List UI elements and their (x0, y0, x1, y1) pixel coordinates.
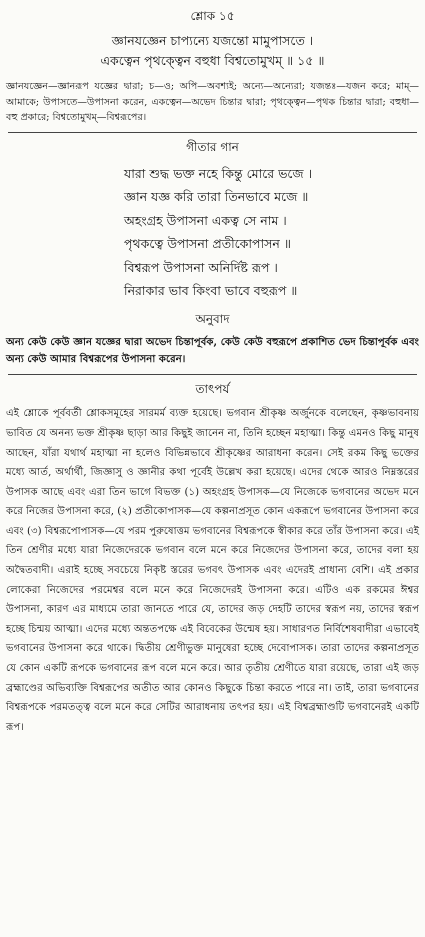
tatparya-heading: তাৎপর্য (195, 382, 230, 397)
word-meanings: জ্ঞানযজ্ঞেন—জ্ঞানরূপ যজ্ঞের দ্বারা; চ—ও; অপি—অবশ্যই; অন্যে—অন্যেরা; যজন্তঃ—যজন করে; মাম্‌—আমাকে; উপাসতে—উপাসনা করেন, একত্বেন—অভেদ চিন্তার দ্বারা; পৃথক্ত্বেন—পৃথক চিন্তার দ্বারা; বহুধা—বহু প্রকারে; বিশ্বতোমুখম্‌—বিশ্বরূপের। (6, 81, 419, 123)
anubad-heading: অনুবাদ (195, 311, 230, 326)
verse-line: একত্বেন পৃথক্ত্বেন বহুধা বিশ্বতোমুখম্‌ ॥ ১৫ ॥ (100, 53, 325, 68)
sanskrit-verse (6, 31, 419, 71)
song-line: জ্ঞান যজ্ঞ করি তারা তিনভাবে মজে ॥ (124, 189, 309, 204)
translation-text: অন্য কেউ কেউ জ্ঞান যজ্ঞের দ্বারা অভেদ চিন্তাপূর্বক, কেউ কেউ বহুরূপে প্রকাশিত ভেদ চিন্তাপূর্বক এবং অন্য কেউ আমার বিশ্বরূপের উপাসনা করেন। (6, 335, 419, 365)
gita-gaan-verses (6, 162, 419, 303)
shloka-heading: শ্লোক ১৫ (190, 9, 235, 23)
song-line: নিরাকার ভাব কিংবা ভাবে বহুরূপ ॥ (124, 283, 298, 298)
verse-line: জ্ঞানযজ্ঞেন চাপ্যন্যে যজন্তো মামুপাসতে । (111, 33, 314, 48)
divider (8, 374, 417, 375)
song-line: পৃথকত্বে উপাসনা প্রতীকোপাসন ॥ (124, 236, 291, 251)
song-line: অহংগ্রহ উপাসনা একত্ব সে নাম । (124, 212, 287, 228)
purport-text: এই শ্লোকে পূর্ববর্তী শ্লোকসমূহের সারমর্ম ব্যক্ত হয়েছে। ভগবান শ্রীকৃষ্ণ অর্জুনকে বলেছেন, কৃষ্ণভাবনায় ভাবিত যে অনন্য ভক্ত শ্রীকৃষ্ণ ছাড়া আর কিছুই জানেন না, তিনি হচ্ছেন মহাত্মা। কিন্তু এমনও কিছু মানুষ আছেন, যাঁরা যথার্থ মহাত্মা না হলেও বিভিন্নভাবে শ্রীকৃষ্ণের আরাধনা করেন। সেই রকম কিছু ভক্তের মধ্যে আর্ত, অর্থার্থী, জিজ্ঞাসু ও জ্ঞানীর কথা পূর্বেই উল্লেখ করা হয়েছে। এদের থেকে আরও নিম্নস্তরের উপাসক আছে এবং এরা তিন ভাগে বিভক্ত (১) অহংগ্রহ উপাসক—যে নিজেকে ভগবানের অভেদ মনে করে নিজের উপাসনা করে, (২) প্রতীকোপাসক—যে কল্পনাপ্রসূত কোন একরূপে ভগবানের উপাসনা করে এবং (৩) বিশ্বরূপোপাসক—যে পরম পুরুষোত্তম ভগবানের বিশ্বরূপকে স্বীকার করে তাঁর উপাসনা করে। এই তিন শ্রেণীর মধ্যে যারা নিজেদেরকে ভগবান বলে মনে করে নিজেদের উপাসনা করে, তাদের বলা হয় অদ্বৈতবাদী। এরাই হচ্ছে সবচেয়ে নিকৃষ্ট স্তরের ভগবৎ উপাসক এবং এদেরই প্রাধান্য বেশি। এই প্রকার লোকেরা নিজেদের পরমেশ্বর বলে মনে করে নিজেদেরই উপাসনা করে। এটিও এক রকমের ঈশ্বর উপাসনা, কারণ এর মাধ্যমে তারা জানতে পারে যে, তাদের জড় দেহটি তাদের স্বরূপ নয়, তাদের স্বরূপ হচ্ছে চিন্ময় আত্মা। এদের মধ্যে অন্ততপক্ষে এই বিবেকের উন্মেষ হয়। সাধারণত নির্বিশেষবাদীরা এভাবেই ভগবানের উপাসনা করে থাকে। দ্বিতীয় শ্রেণীভুক্ত মানুষেরা হচ্ছে দেবোপাসক। তারা তাদের কল্পনাপ্রসূত যে কোন একটি রূপকে ভগবানের রূপ বলে মনে করে। আর তৃতীয় শ্রেণীতে যারা রয়েছে, তারা এই জড় ব্রহ্মাণ্ডের অভিব্যক্তি বিশ্বরূপের অতীত আর কোনও কিছুকে চিন্তা করতে পারে না। তাই, তারা ভগবানের বিশ্বরূপকে পরমতত্ত্ব বলে মনে করে সেটির আরাধনায় তৎপর হয়। এই বিশ্বব্রহ্মাণ্ডটি ভগবানেরই একটি রূপ। (6, 408, 419, 733)
song-line: যারা শুদ্ধ ভক্ত নহে কিন্তু মোরে ভজে । (124, 165, 313, 181)
song-line: বিশ্বরূপ উপাসনা অনির্দিষ্ট রূপ । (124, 259, 278, 275)
gita-gaan-heading: গীতার গান (186, 139, 239, 154)
divider (8, 132, 417, 133)
